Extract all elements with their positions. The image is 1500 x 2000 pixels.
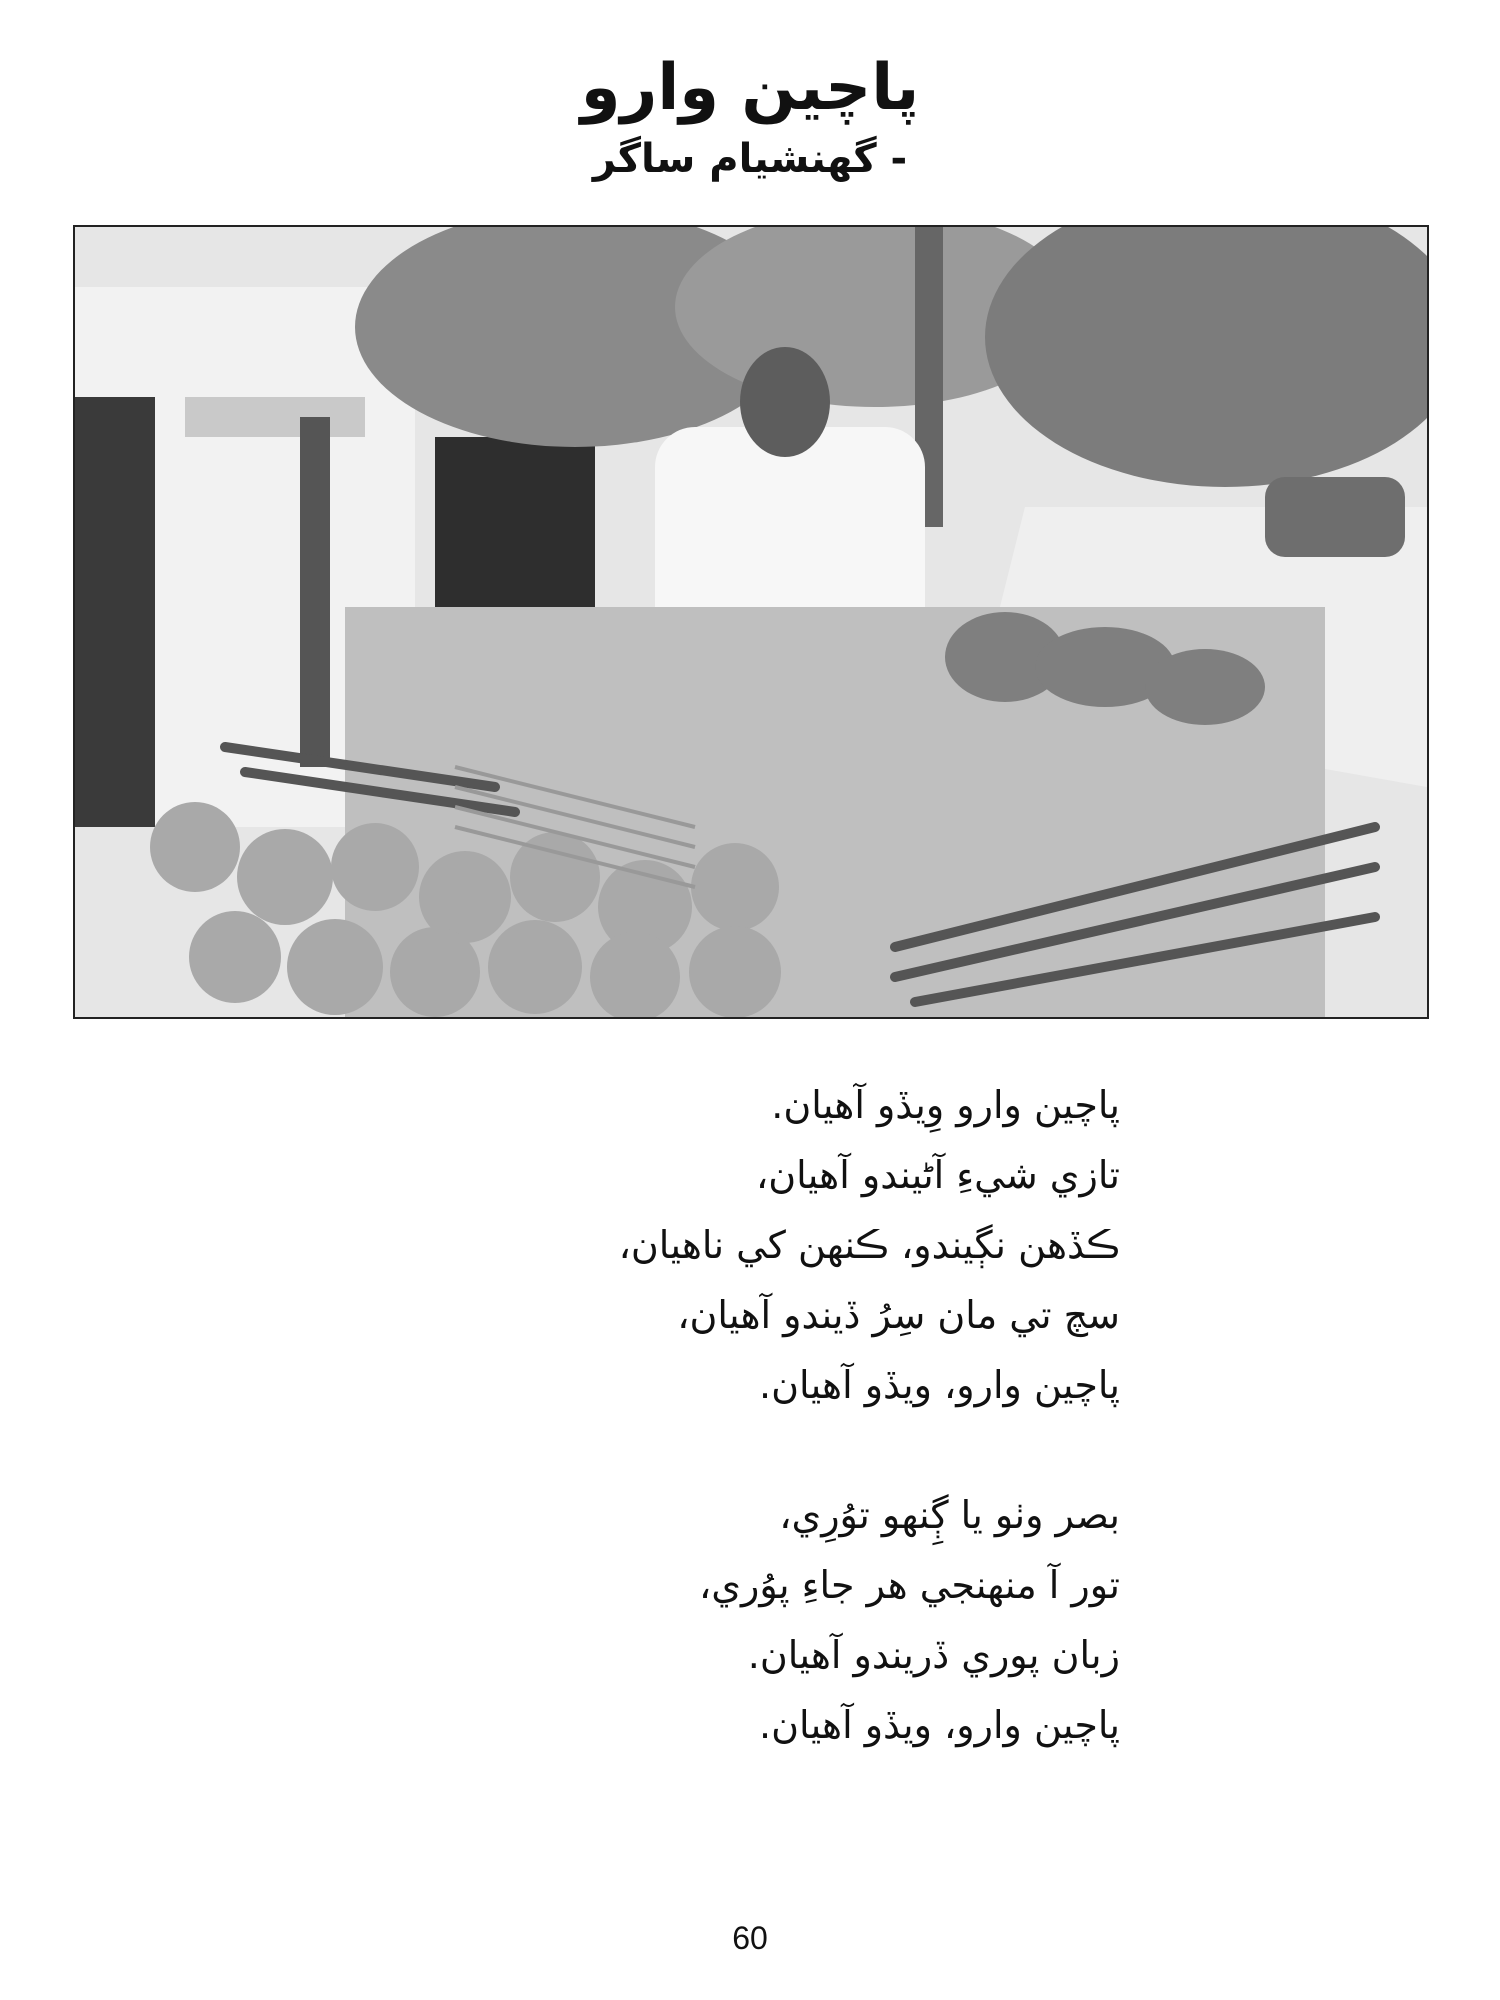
- poem-line: تور آ منهنجي هر جاءِ پوُري،: [698, 1563, 1120, 1607]
- poem-author: - گهنشيام ساگر: [592, 136, 908, 182]
- poem-line: تازي شيءِ آڻيندو آهيان،: [755, 1153, 1120, 1197]
- poem-line: زبان پوري ڏريندو آهيان.: [747, 1633, 1120, 1677]
- poem-line: پاچين وارو، ويڏو آهيان.: [759, 1703, 1120, 1747]
- poem-line: سچ تي مان سِرُ ڏيندو آهيان،: [677, 1293, 1120, 1337]
- poem-line: ڪڏهن نڳيندو، ڪنهن کي ناهيان،: [618, 1223, 1120, 1267]
- poem-stanza-1: [270, 1070, 1120, 1420]
- poem-line: پاچين وارو، ويڏو آهيان.: [759, 1363, 1120, 1407]
- poem-line: بصر وٺو يا ڳِنهو توُرِي،: [779, 1493, 1120, 1537]
- poem-line: پاچين وارو وِيڏو آهيان.: [771, 1083, 1120, 1127]
- page-number: 60: [732, 1920, 768, 1956]
- vegetable-vendor-photo: [73, 225, 1429, 1019]
- poem-title: پاچين وارو: [580, 51, 920, 125]
- poem-stanza-2: [270, 1480, 1120, 1760]
